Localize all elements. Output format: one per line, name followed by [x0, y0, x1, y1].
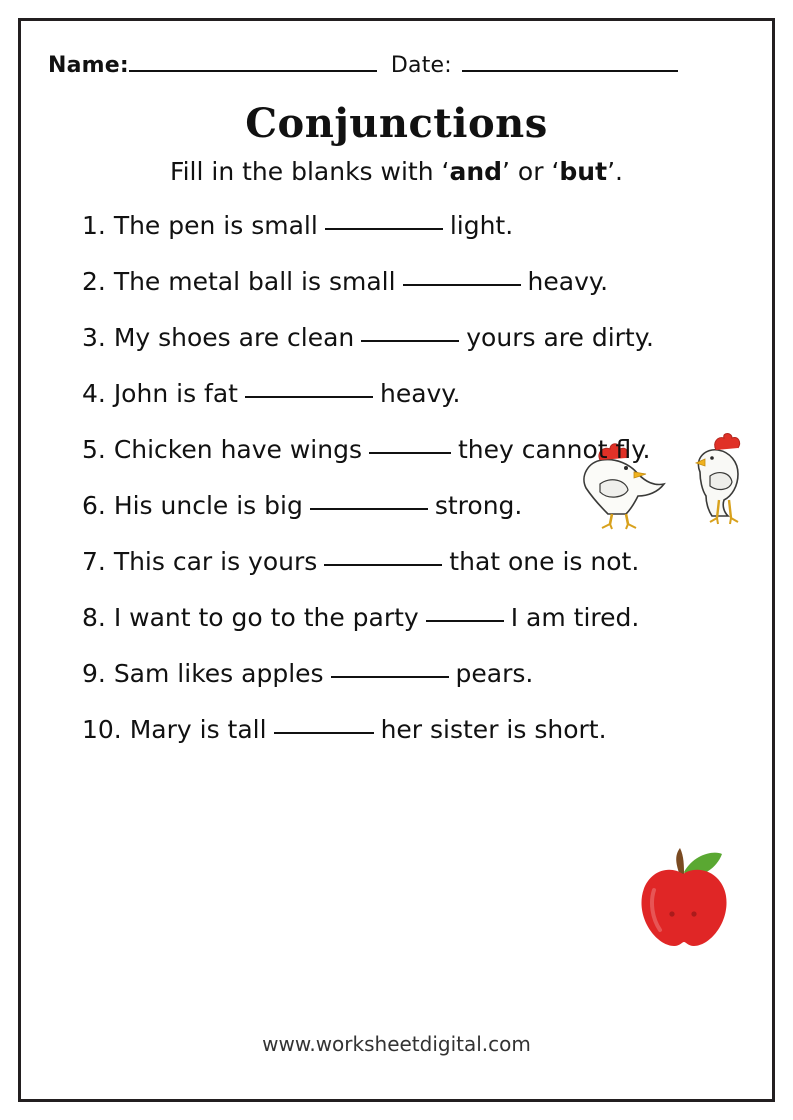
question-number: 3. — [82, 323, 106, 352]
question-number: 4. — [82, 379, 106, 408]
instructions-pre: Fill in the blanks with ‘ — [170, 157, 450, 186]
question-row — [48, 268, 745, 296]
question-number: 8. — [82, 603, 106, 632]
question-row — [48, 324, 745, 352]
answer-blank[interactable] — [325, 228, 443, 230]
answer-blank[interactable] — [426, 620, 504, 622]
question-row — [48, 548, 745, 576]
question-text-before: Mary is tall — [129, 715, 267, 744]
question-text-after: that one is not. — [449, 547, 640, 576]
answer-blank[interactable] — [361, 340, 459, 342]
question-row — [48, 436, 745, 464]
answer-blank[interactable] — [310, 508, 428, 510]
answer-blank[interactable] — [324, 564, 442, 566]
question-text-before: This car is yours — [113, 547, 318, 576]
answer-blank[interactable] — [403, 284, 521, 286]
question-number: 1. — [82, 211, 106, 240]
answer-blank[interactable] — [274, 732, 374, 734]
name-label: Name: — [48, 53, 129, 78]
question-text-before: I want to go to the party — [113, 603, 419, 632]
answer-blank[interactable] — [245, 396, 373, 398]
name-date-row — [48, 52, 745, 78]
question-text-after: her sister is short. — [380, 715, 607, 744]
question-text-after: pears. — [455, 659, 534, 688]
question-text-before: The metal ball is small — [113, 267, 396, 296]
answer-blank[interactable] — [369, 452, 451, 454]
question-number: 5. — [82, 435, 106, 464]
question-number: 6. — [82, 491, 106, 520]
question-row — [48, 716, 745, 744]
question-list — [48, 212, 745, 744]
question-row — [48, 492, 745, 520]
question-number: 9. — [82, 659, 106, 688]
date-input-line[interactable] — [462, 52, 678, 72]
instructions-word-and: and — [449, 157, 503, 186]
question-row — [48, 380, 745, 408]
worksheet-content — [18, 18, 775, 1102]
question-text-before: Sam likes apples — [113, 659, 324, 688]
question-row — [48, 604, 745, 632]
date-label: Date: — [390, 53, 452, 78]
answer-blank[interactable] — [331, 676, 449, 678]
question-number: 7. — [82, 547, 106, 576]
question-text-after: heavy. — [527, 267, 609, 296]
question-text-after: yours are dirty. — [466, 323, 654, 352]
question-text-after: heavy. — [379, 379, 461, 408]
instructions — [48, 157, 745, 186]
question-text-after: they cannot fly. — [457, 435, 651, 464]
instructions-mid: ’ or ‘ — [502, 157, 560, 186]
question-text-before: The pen is small — [113, 211, 318, 240]
question-text-after: strong. — [434, 491, 523, 520]
question-text-before: My shoes are clean — [113, 323, 355, 352]
question-row — [48, 212, 745, 240]
question-number: 10. — [82, 715, 122, 744]
question-number: 2. — [82, 267, 106, 296]
name-input-line[interactable] — [129, 52, 377, 72]
instructions-word-but: but — [559, 157, 608, 186]
question-text-after: light. — [449, 211, 514, 240]
question-text-after: I am tired. — [510, 603, 640, 632]
instructions-post: ’. — [607, 157, 623, 186]
question-row — [48, 660, 745, 688]
question-text-before: John is fat — [113, 379, 238, 408]
page-title: Conjunctions — [245, 100, 548, 147]
question-text-before: His uncle is big — [113, 491, 303, 520]
footer-url: www.worksheetdigital.com — [262, 1032, 531, 1056]
question-text-before: Chicken have wings — [113, 435, 362, 464]
